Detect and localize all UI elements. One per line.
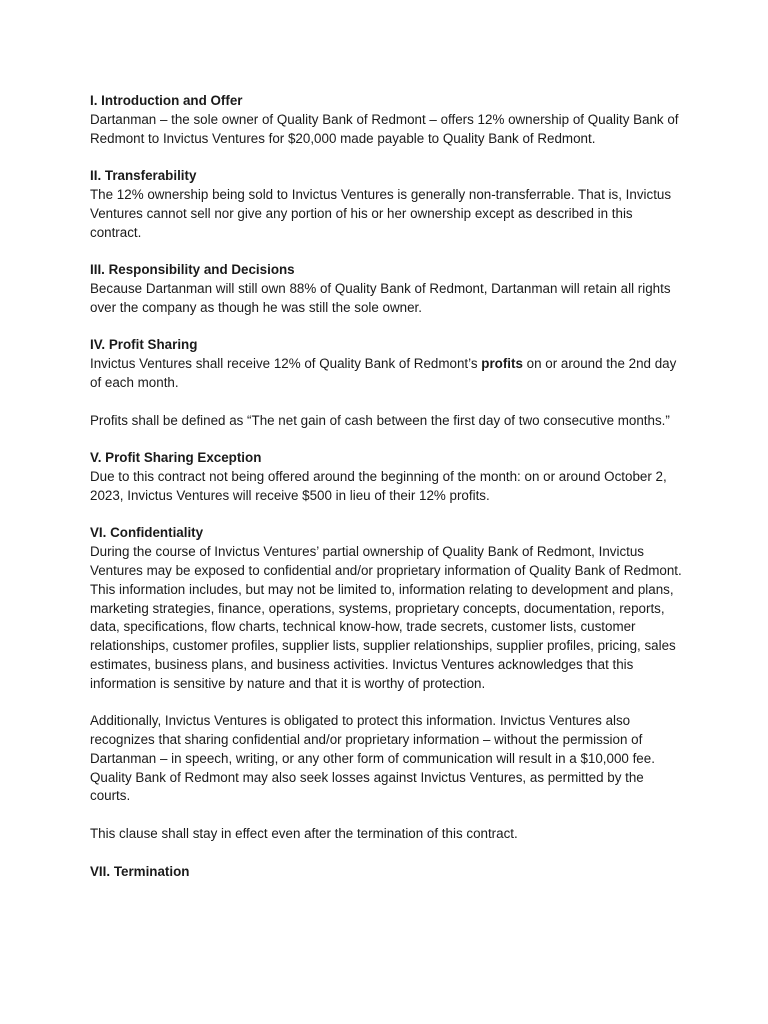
section-heading: VI. Confidentiality — [90, 525, 204, 541]
section-paragraph: Because Dartanman will still own 88% of Quality Bank of Redmont, Dartanman will retain all rights over the company as though he was still the sole owner. — [90, 280, 671, 315]
section-introduction-and-offer — [90, 92, 682, 148]
section-paragraph: Dartanman – the sole owner of Quality Bank of Redmont – offers 12% ownership of Quality Bank of Redmont to Invictus Ventures for $20,000 made payable to Quality Bank of Redmont. — [90, 111, 679, 146]
section-paragraph: This clause shall stay in effect even after the termination of this contract. — [90, 826, 518, 842]
document-page — [90, 92, 682, 881]
section-heading: VII. Termination — [90, 863, 190, 879]
section-heading: II. Transferability — [90, 168, 197, 184]
section-heading: IV. Profit Sharing — [90, 337, 198, 353]
section-paragraph — [90, 355, 682, 393]
section-transferability — [90, 167, 682, 242]
bold-term-profits: profits — [481, 356, 523, 372]
paragraph-text: on or around the 2nd day of each month. — [90, 356, 677, 390]
section-profit-sharing-exception — [90, 449, 682, 505]
section-paragraph: Profits shall be defined as “The net gain of cash between the first day of two consecutive months.” — [90, 412, 670, 428]
section-paragraph: Due to this contract not being offered around the beginning of the month: on or around October 2, 2023, Invictus Ventures will receive $500 in lieu of their 12% profits. — [90, 468, 667, 503]
section-confidentiality — [90, 524, 682, 844]
section-responsibility-and-decisions — [90, 261, 682, 317]
section-paragraph: During the course of Invictus Ventures’ partial ownership of Quality Bank of Redmont, Invictus Ventures may be exposed to confidential and/or proprietary information of Quality Bank of Redmont. This information includes, but may not be limited to, information relating to development and plans, marketing strategies, finance, operations, systems, proprietary concepts, documentation, reports, data, specifications, flow charts, technical know-how, trade secrets, customer lists, customer relationships, customer profiles, supplier lists, supplier relationships, supplier profiles, pricing, sales estimates, business plans, and business activities. Invictus Ventures acknowledges that this information is sensitive by nature and that it is worthy of protection. — [90, 544, 682, 691]
section-profit-sharing — [90, 336, 682, 430]
section-heading: I. Introduction and Offer — [90, 93, 243, 108]
section-paragraph: Additionally, Invictus Ventures is obligated to protect this information. Invictus Ventures also recognizes that sharing confidential and/or proprietary information – without the permission of Dartanman – in speech, writing, or any other form of communication will result in a $10,000 fee. Quality Bank of Redmont may also seek losses against Invictus Ventures, as permitted by the courts. — [90, 713, 655, 804]
section-termination — [90, 863, 682, 882]
section-heading: V. Profit Sharing Exception — [90, 450, 262, 466]
section-paragraph: The 12% ownership being sold to Invictus Ventures is generally non-transferrable. That is, Invictus Ventures cannot sell nor give any portion of his or her ownership except as described in this contract. — [90, 186, 672, 240]
section-heading: III. Responsibility and Decisions — [90, 262, 295, 278]
paragraph-text: Invictus Ventures shall receive 12% of Quality Bank of Redmont’s — [90, 356, 482, 372]
